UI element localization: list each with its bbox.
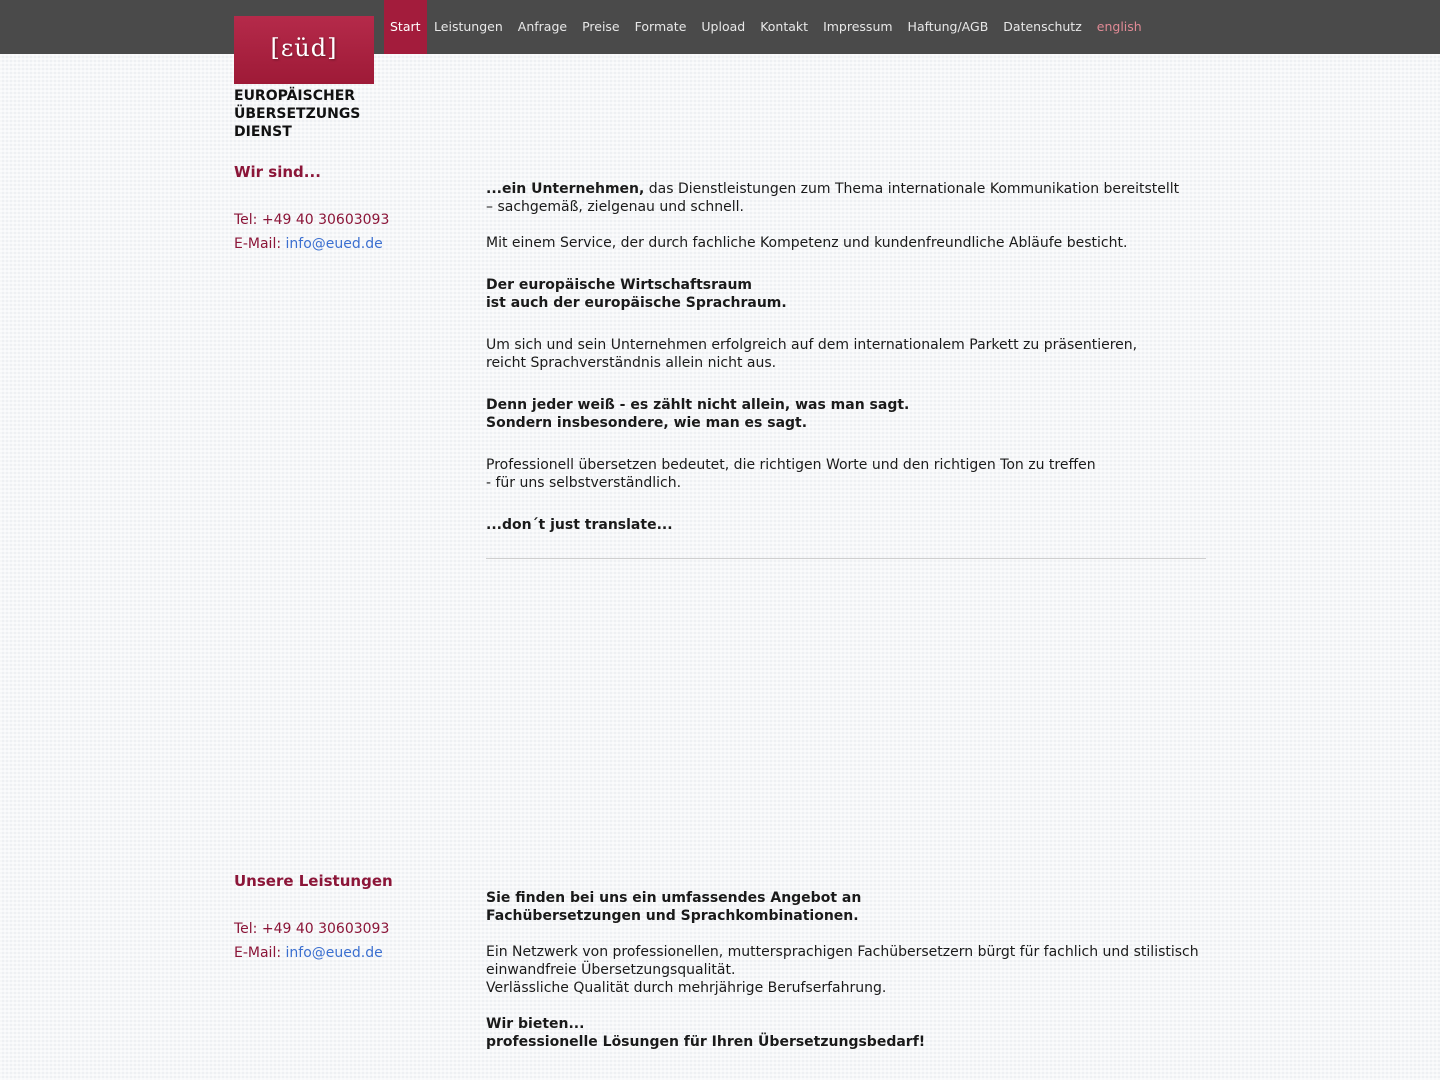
brand-line-3: DIENST bbox=[234, 124, 292, 140]
brand-line-2: ÜBERSETZUNGS bbox=[234, 106, 361, 122]
services-heading-1: Sie finden bei uns ein umfassendes Angebot an bbox=[486, 890, 862, 906]
services-paragraph-2: einwandfreie Übersetzungsqualität. bbox=[486, 962, 736, 978]
nav-item-datenschutz[interactable]: Datenschutz bbox=[1003, 19, 1082, 34]
contact-email bbox=[234, 236, 383, 252]
heading-jeder-weiss-2: Sondern insbesondere, wie man es sagt. bbox=[486, 415, 808, 431]
section-title-wir-sind: Wir sind... bbox=[234, 163, 321, 181]
section-title-unsere-leistungen: Unsere Leistungen bbox=[234, 872, 393, 890]
top-navigation-bar bbox=[0, 0, 1440, 54]
intro-lead-rest: das Dienstleistungen zum Thema internationale Kommunikation bereitstellt bbox=[644, 181, 1180, 197]
paragraph-parkett-2: reicht Sprachverständnis allein nicht aus. bbox=[486, 355, 777, 371]
contact-phone: Tel: +49 40 30603093 bbox=[234, 212, 390, 228]
nav-item-kontakt[interactable]: Kontakt bbox=[760, 19, 809, 34]
nav-item-english[interactable]: english bbox=[1096, 19, 1142, 34]
nav-item-impressum[interactable]: Impressum bbox=[823, 19, 893, 34]
offer-heading-1: Wir bieten... bbox=[486, 1016, 585, 1032]
services-heading-2: Fachübersetzungen und Sprachkombinationen. bbox=[486, 908, 859, 924]
services-section bbox=[486, 889, 1206, 1051]
offer-heading-2: professionelle Lösungen für Ihren Übersetzungsbedarf! bbox=[486, 1034, 926, 1050]
intro-lead-line2: – sachgemäß, zielgenau und schnell. bbox=[486, 199, 745, 215]
nav-item-formate[interactable]: Formate bbox=[634, 19, 687, 34]
paragraph-professionell-1: Professionell übersetzen bedeutet, die richtigen Worte und den richtigen Ton zu treffen bbox=[486, 457, 1096, 473]
logo-text: [ɛüd] bbox=[270, 34, 338, 62]
tagline: ...don´t just translate... bbox=[486, 517, 673, 533]
contact-phone-2: Tel: +49 40 30603093 bbox=[234, 921, 390, 937]
section-divider bbox=[486, 558, 1206, 559]
email-label-2: E-Mail: bbox=[234, 945, 286, 961]
email-label: E-Mail: bbox=[234, 236, 286, 252]
nav-item-start[interactable]: Start bbox=[384, 0, 427, 54]
brand-line-1: EUROPÄISCHER bbox=[234, 88, 356, 104]
intro-section bbox=[486, 180, 1206, 534]
intro-service: Mit einem Service, der durch fachliche Kompetenz und kundenfreundliche Abläufe besticht. bbox=[486, 235, 1128, 251]
email-link-2[interactable]: info@eued.de bbox=[285, 945, 383, 961]
email-link[interactable]: info@eued.de bbox=[285, 236, 383, 252]
heading-wirtschaftsraum-2: ist auch der europäische Sprachraum. bbox=[486, 295, 787, 311]
paragraph-parkett-1: Um sich und sein Unternehmen erfolgreich auf dem internationalem Parkett zu präsentieren, bbox=[486, 337, 1138, 353]
intro-lead bbox=[486, 180, 1206, 198]
nav-item-haftung-agb[interactable]: Haftung/AGB bbox=[907, 19, 989, 34]
nav-item-upload[interactable]: Upload bbox=[701, 19, 746, 34]
heading-jeder-weiss-1: Denn jeder weiß - es zählt nicht allein, was man sagt. bbox=[486, 397, 910, 413]
brand-name bbox=[234, 87, 360, 141]
services-paragraph-3: Verlässliche Qualität durch mehrjährige Berufserfahrung. bbox=[486, 980, 887, 996]
nav-item-leistungen[interactable]: Leistungen bbox=[434, 19, 503, 34]
main-nav bbox=[384, 0, 1149, 54]
heading-wirtschaftsraum-1: Der europäische Wirtschaftsraum bbox=[486, 277, 753, 293]
contact-email-2 bbox=[234, 945, 383, 961]
nav-item-preise[interactable]: Preise bbox=[582, 19, 620, 34]
paragraph-professionell-2: - für uns selbstverständlich. bbox=[486, 475, 682, 491]
services-paragraph-1: Ein Netzwerk von professionellen, muttersprachigen Fachübersetzern bürgt für fachlich und stilistisch bbox=[486, 944, 1199, 960]
site-logo[interactable] bbox=[234, 16, 374, 84]
intro-lead-bold: ...ein Unternehmen, bbox=[486, 181, 645, 197]
nav-item-anfrage[interactable]: Anfrage bbox=[517, 19, 568, 34]
